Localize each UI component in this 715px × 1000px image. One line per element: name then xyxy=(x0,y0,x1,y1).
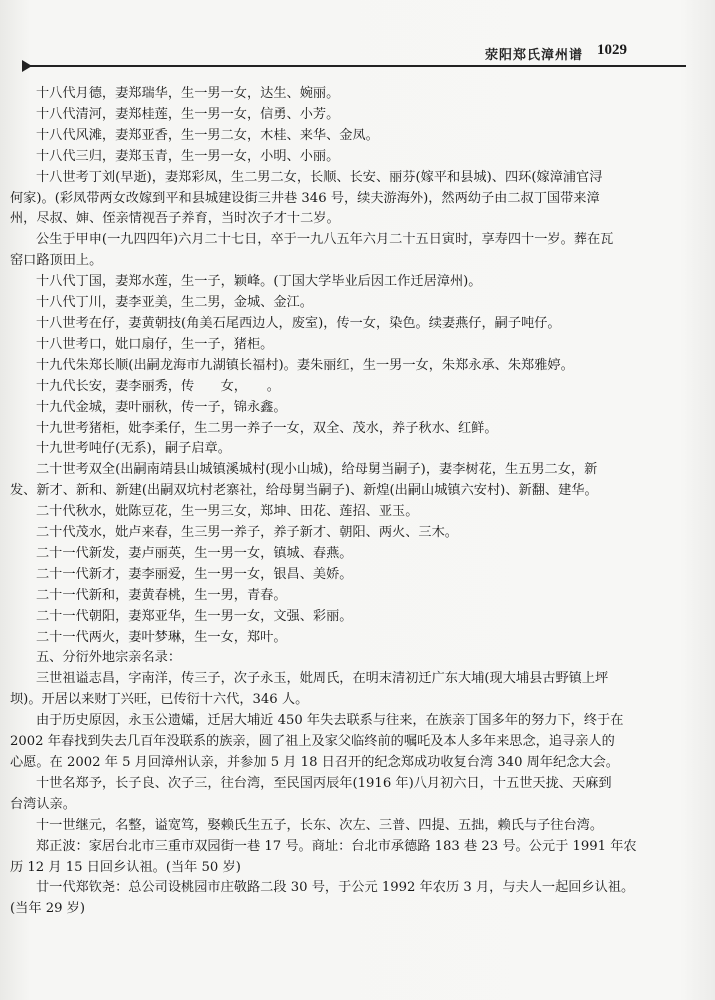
text-line xyxy=(10,690,700,711)
text-line xyxy=(10,356,700,377)
text-line xyxy=(10,565,700,586)
text-line-content: 十八世考口，妣口扇仔，生一子，猪柜。 xyxy=(36,336,274,352)
text-line xyxy=(10,230,700,251)
header-rule-arrow xyxy=(22,60,32,72)
text-line xyxy=(10,84,700,105)
text-line xyxy=(10,816,700,837)
text-line xyxy=(10,502,700,523)
text-line-content: 二十代茂水，妣卢来春，生三男一养子，养子新才、朝阳、两火、三木。 xyxy=(36,525,458,541)
text-line-content: 公生于甲申(一九四四年)六月二十七日，卒于一九八五年六月二十五日寅时，享寿四十一岁。葬在瓦 xyxy=(36,232,614,248)
text-line-content: 十八代丁川，妻李亚美，生二男，金城、金江。 xyxy=(36,295,313,311)
text-line xyxy=(10,293,700,314)
text-line-content: 五、分衍外地宗亲名录： xyxy=(36,650,182,666)
text-line-content: 二十世考双全(出嗣南靖县山城镇溪城村(现小山城)，给母舅当嗣子)，妻李树花，生五男二女，新 xyxy=(36,462,598,478)
text-line-content: 历 12 月 15 日回乡认祖。(当年 50 岁) xyxy=(10,859,241,875)
text-line xyxy=(10,272,700,293)
text-line-content: 十八代清河，妻郑桂莲，生一男一女，信勇、小芳。 xyxy=(36,106,340,122)
text-line-content: 二十一代新和，妻黄春桃，生一男，青春。 xyxy=(36,587,287,603)
text-line-content: 三世祖谥志昌，字南洋，传三子，次子永玉，妣周氏，在明末清初迁广东大埔(现大埔县古野镇上坪 xyxy=(36,671,609,687)
text-line xyxy=(10,460,700,481)
text-line xyxy=(10,105,700,126)
text-line xyxy=(10,648,700,669)
text-line-content: 郑正波：家居台北市三重市双园街一巷 17 号。商址：台北市承德路 183 巷 23 号。公元于 1991 年农 xyxy=(36,838,637,854)
text-line xyxy=(10,628,700,649)
text-line-content: 十九代朱郑长顺(出嗣龙海市九湖镇长福村)。妻朱丽红，生一男一女，朱郑永承、朱郑雅婷。 xyxy=(36,357,574,373)
text-line xyxy=(10,899,700,920)
text-line-content: 坝)。开居以来财丁兴旺，已传衍十六代，346 人。 xyxy=(10,692,309,708)
text-line xyxy=(10,607,700,628)
text-line xyxy=(10,878,700,899)
text-line-content: 二十一代两火，妻叶梦琳，生一女，郑叶。 xyxy=(36,629,287,645)
text-line-content: 十九世考吨仔(无系)，嗣子启章。 xyxy=(36,441,231,457)
text-line-content: 十九世考猪柜，妣李柔仔，生二男一养子一女，双全、茂水，养子秋水、红鲜。 xyxy=(36,420,498,436)
text-line xyxy=(10,753,700,774)
text-line-content: 十一世继元，名整，谥宽笃，娶赖氏生五子，长东、次左、三普、四提、五拙，赖氏与子往台湾。 xyxy=(36,817,604,833)
text-line xyxy=(10,251,700,272)
text-line xyxy=(10,147,700,168)
text-line xyxy=(10,544,700,565)
text-line xyxy=(10,398,700,419)
text-line-content: 十八世考丁刘(早逝)，妻郑彩凤，生二男二女，长顺、长安、丽芬(嫁平和县城)、四环(嫁漳浦官浔 xyxy=(36,169,603,185)
text-line-content: 十八代丁国，妻郑水莲，生一子，颖峰。(丁国大学毕业后因工作迁居漳州)。 xyxy=(36,274,482,290)
text-line xyxy=(10,586,700,607)
text-line-content: 二十代秋水，妣陈豆花，生一男三女，郑坤、田花、莲招、亚玉。 xyxy=(36,504,419,520)
text-line xyxy=(10,711,700,732)
text-line-content: 十八代风滩，妻郑亚香，生一男二女，木桂、来华、金凤。 xyxy=(36,127,379,143)
text-line xyxy=(10,314,700,335)
text-line xyxy=(10,126,700,147)
text-line-content: (当年 29 岁) xyxy=(10,901,86,917)
text-line xyxy=(10,795,700,816)
text-line-content: 台湾认亲。 xyxy=(10,796,76,812)
text-line xyxy=(10,209,700,230)
text-line-content: 廿一代郑钦尧：总公司设桃园市庄敬路二段 30 号，于公元 1992 年农历 3 月，与夫人一起回乡认祖。 xyxy=(36,880,635,896)
text-line-content: 十八世考在仔，妻黄朝技(角美石尾西边人，废室)，传一女，染色。续妻燕仔，嗣子吨仔。 xyxy=(36,315,561,331)
document-body xyxy=(10,84,700,920)
text-line xyxy=(10,419,700,440)
text-line-content: 由于历史原因，永玉公遗孀，迁居大埔近 450 年失去联系与往来，在族亲丁国多年的努力下，终于在 xyxy=(36,713,624,729)
text-line-content: 十八代三归，妻郑玉青，生一男一女，小明、小丽。 xyxy=(36,148,340,164)
page-number: 1029 xyxy=(597,42,627,58)
text-line-content: 十九代长安，妻李丽秀，传 女， 。 xyxy=(36,378,280,394)
text-line-content: 2002 年春找到失去几百年没联系的族亲，圆了祖上及家父临终前的嘱吒及本人多年来思念，追寻亲人的 xyxy=(10,734,615,750)
text-line-content: 二十一代新才，妻李丽爱，生一男一女，银昌、美娇。 xyxy=(36,566,353,582)
text-line-content: 何家)。(彩凤带两女改嫁到平和县城建设街三井巷 346 号，续夫游海外)，然两幼子由二叔丁国带来漳 xyxy=(10,190,600,206)
text-line-content: 十九代金城，妻叶丽秋，传一子，锦永鑫。 xyxy=(36,399,287,415)
text-line xyxy=(10,774,700,795)
header-rule xyxy=(26,65,686,67)
text-line xyxy=(10,168,700,189)
text-line-content: 十八代月德，妻郑瑞华，生一男一女，达生、婉丽。 xyxy=(36,86,340,101)
text-line xyxy=(10,669,700,690)
page-header xyxy=(0,44,715,84)
text-line xyxy=(10,732,700,753)
text-line xyxy=(10,377,700,398)
text-line-content: 二十一代朝阳，妻郑亚华，生一男一女，文强、彩丽。 xyxy=(36,608,353,624)
text-line xyxy=(10,481,700,502)
text-line xyxy=(10,335,700,356)
text-line xyxy=(10,439,700,460)
text-line xyxy=(10,837,700,858)
text-line-content: 发、新才、新和、新建(出嗣双坑村老寨社，给母舅当嗣子)、新煌(出嗣山城镇六安村)、新翻、建华。 xyxy=(10,483,598,499)
text-line xyxy=(10,189,700,210)
text-line xyxy=(10,858,700,879)
text-line-content: 州，尽叔、婶、侄亲情视吾子养育，当时次子才十二岁。 xyxy=(10,211,340,227)
text-line-content: 窑口路顶田上。 xyxy=(10,253,103,269)
text-line-content: 二十一代新发，妻卢丽英，生一男一女，镇城、春燕。 xyxy=(36,545,353,561)
text-line-content: 十世名郑予，长子良、次子三，往台湾，至民国丙辰年(1916 年)八月初六日，十五世天拢、天麻到 xyxy=(36,775,612,791)
book-title: 荥阳郑氏漳州谱 xyxy=(484,48,583,63)
text-line xyxy=(10,523,700,544)
text-line-content: 心愿。在 2002 年 5 月回漳州认亲，并参加 5 月 18 日召开的纪念郑成功收复台湾 340 周年纪念大会。 xyxy=(10,755,619,770)
